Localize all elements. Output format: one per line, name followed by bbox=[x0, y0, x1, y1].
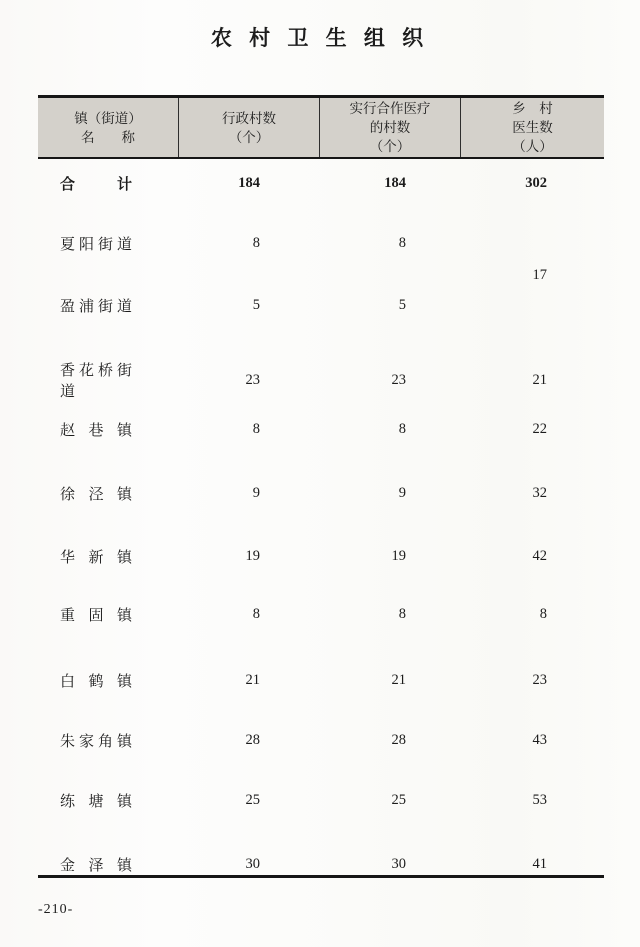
town-name-cell bbox=[38, 790, 178, 811]
doctors-value: 53 bbox=[532, 791, 547, 808]
coop-villages-value: 25 bbox=[391, 791, 406, 808]
admin-villages-value: 23 bbox=[245, 371, 260, 388]
admin-villages-value: 8 bbox=[252, 420, 260, 437]
page-title: 农 村 卫 生 组 织 bbox=[210, 26, 430, 50]
town-name-cell bbox=[38, 670, 178, 691]
header-coop-villages bbox=[319, 98, 460, 157]
header-town-name bbox=[38, 98, 178, 157]
town-name: 合计 bbox=[60, 176, 132, 193]
coop-villages-value: 8 bbox=[398, 234, 406, 251]
coop-villages-value: 8 bbox=[398, 605, 406, 622]
coop-villages-value: 23 bbox=[391, 371, 406, 388]
admin-villages-value: 184 bbox=[238, 174, 260, 191]
doctors-value: 302 bbox=[525, 174, 547, 191]
table-row bbox=[38, 603, 604, 625]
doctors-value: 32 bbox=[532, 484, 547, 501]
coop-villages-value: 28 bbox=[391, 731, 406, 748]
table-row-offset bbox=[38, 264, 604, 286]
page-number: -210- bbox=[38, 902, 74, 917]
table-row bbox=[38, 359, 604, 400]
table-header bbox=[38, 95, 604, 159]
table-row bbox=[38, 232, 604, 254]
table-row bbox=[38, 729, 604, 751]
town-name: 华新镇 bbox=[60, 549, 132, 566]
header-admin-villages bbox=[178, 98, 319, 157]
coop-villages-value: 8 bbox=[398, 420, 406, 437]
town-name: 徐泾镇 bbox=[60, 486, 132, 503]
admin-villages-value: 5 bbox=[252, 296, 260, 313]
town-name-cell bbox=[38, 359, 178, 401]
doctors-value: 23 bbox=[532, 671, 547, 688]
admin-villages-value: 9 bbox=[252, 484, 260, 501]
town-name: 白鹤镇 bbox=[60, 673, 132, 690]
admin-villages-value: 21 bbox=[245, 671, 260, 688]
coop-villages-value: 9 bbox=[398, 484, 406, 501]
table-bottom-border bbox=[38, 875, 604, 878]
coop-villages-value: 5 bbox=[398, 296, 406, 313]
admin-villages-value: 25 bbox=[245, 791, 260, 808]
doctors-value: 42 bbox=[532, 547, 547, 564]
town-name-cell bbox=[38, 483, 178, 504]
header-town-line2: 名 称 bbox=[81, 129, 135, 145]
table-row bbox=[38, 789, 604, 811]
town-name-cell bbox=[38, 233, 178, 254]
header-coop-line2: 的村数 bbox=[369, 120, 411, 135]
town-name-cell bbox=[38, 604, 178, 625]
header-coop-line3: （个） bbox=[369, 139, 411, 154]
town-name-cell bbox=[38, 730, 178, 751]
header-doctors-line2: 医生数 bbox=[512, 120, 553, 135]
table-row bbox=[38, 545, 604, 567]
doctors-value: 22 bbox=[532, 420, 547, 437]
coop-villages-value: 184 bbox=[384, 174, 406, 191]
town-name: 金泽镇 bbox=[60, 857, 132, 874]
town-name-cell bbox=[38, 173, 178, 194]
table-row bbox=[38, 418, 604, 440]
admin-villages-value: 30 bbox=[245, 855, 260, 872]
town-name: 夏阳街道 bbox=[60, 236, 132, 253]
town-name: 赵巷镇 bbox=[60, 422, 132, 439]
coop-villages-value: 21 bbox=[391, 671, 406, 688]
header-doctors-line3: （人） bbox=[512, 139, 553, 154]
town-name: 练塘镇 bbox=[60, 793, 132, 810]
admin-villages-value: 19 bbox=[245, 547, 260, 564]
town-name-cell bbox=[38, 854, 178, 875]
admin-villages-value: 8 bbox=[252, 234, 260, 251]
admin-villages-value: 8 bbox=[252, 605, 260, 622]
town-name-cell bbox=[38, 295, 178, 316]
town-name-cell bbox=[38, 419, 178, 440]
table-row bbox=[38, 853, 604, 875]
doctors-value: 8 bbox=[539, 605, 547, 622]
header-coop-line1: 实行合作医疗 bbox=[349, 101, 431, 116]
header-doctors bbox=[460, 98, 604, 157]
header-town-line1: 镇（街道） bbox=[74, 110, 142, 126]
offset-doctors-value: 17 bbox=[532, 266, 547, 283]
coop-villages-value: 30 bbox=[391, 855, 406, 872]
doctors-value: 41 bbox=[532, 855, 547, 872]
town-name: 重固镇 bbox=[60, 607, 132, 624]
coop-villages-value: 19 bbox=[391, 547, 406, 564]
doctors-value: 43 bbox=[532, 731, 547, 748]
header-doctors-line1: 乡 村 bbox=[512, 101, 553, 116]
town-name: 盈浦街道 bbox=[60, 298, 132, 315]
town-name: 朱家角镇 bbox=[60, 733, 132, 750]
table-row bbox=[38, 669, 604, 691]
town-name-cell bbox=[38, 546, 178, 567]
admin-villages-value: 28 bbox=[245, 731, 260, 748]
doctors-value: 21 bbox=[532, 371, 547, 388]
town-name: 香花桥街道 bbox=[60, 363, 132, 400]
header-admin-line2: （个） bbox=[228, 129, 270, 145]
table-row-total bbox=[38, 172, 604, 194]
header-admin-line1: 行政村数 bbox=[222, 110, 276, 126]
table-row bbox=[38, 482, 604, 504]
table-row bbox=[38, 294, 604, 316]
